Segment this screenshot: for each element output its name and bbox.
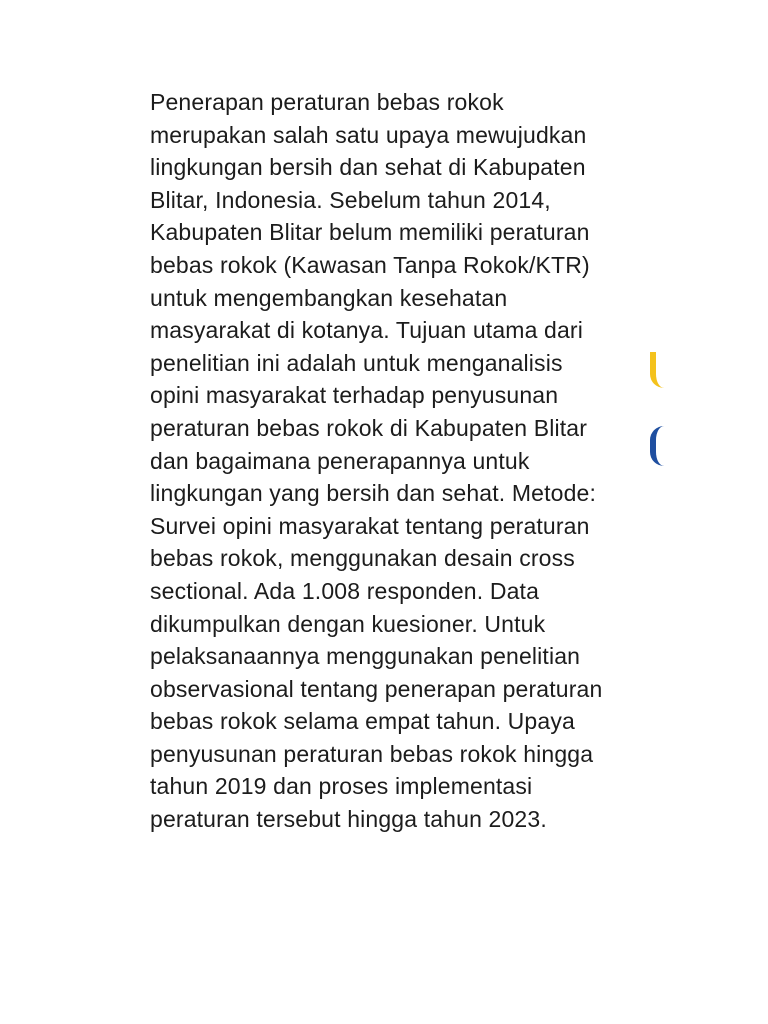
text-line: observasional tentang penerapan peraturan (150, 675, 603, 702)
abstract-paragraph (150, 86, 670, 846)
text-line: lingkungan bersih dan sehat di Kabupaten (150, 154, 586, 181)
text-line: penyusunan peraturan bebas rokok hingga (150, 740, 594, 767)
text-line: bebas rokok, menggunakan desain cross (150, 545, 575, 572)
right-margin (660, 0, 768, 1024)
text-line: peraturan tersebut hingga tahun 2023. (150, 806, 547, 833)
text-line: lingkungan yang bersih dan sehat. Metode: (150, 480, 597, 507)
text-line: Kabupaten Blitar belum memiliki peraturan (150, 219, 590, 246)
text-line: masyarakat di kotanya. Tujuan utama dari (150, 317, 584, 344)
text-line: pelaksanaannya menggunakan penelitian (150, 643, 581, 670)
text-line: peraturan bebas rokok di Kabupaten Blitar (150, 414, 588, 441)
text-line: untuk mengembangkan kesehatan (150, 284, 508, 311)
text-line: tahun 2019 dan proses implementasi (150, 773, 533, 800)
text-line: Blitar, Indonesia. Sebelum tahun 2014, (150, 186, 551, 213)
text-line: sectional. Ada 1.008 responden. Data (150, 577, 540, 604)
text-line: dan bagaimana penerapannya untuk (150, 447, 530, 474)
text-line: Penerapan peraturan bebas rokok (150, 89, 504, 115)
text-line: Survei opini masyarakat tentang peraturan (150, 512, 590, 539)
text-line: bebas rokok (Kawasan Tanpa Rokok/KTR) (150, 251, 590, 278)
blue-arc-decoration (650, 426, 664, 466)
text-line: penelitian ini adalah untuk menganalisis (150, 349, 563, 376)
yellow-arc-decoration (650, 352, 664, 388)
text-line: opini masyarakat terhadap penyusunan (150, 382, 559, 409)
text-line: merupakan salah satu upaya mewujudkan (150, 121, 587, 148)
text-line: bebas rokok selama empat tahun. Upaya (150, 708, 575, 735)
text-line: dikumpulkan dengan kuesioner. Untuk (150, 610, 546, 637)
